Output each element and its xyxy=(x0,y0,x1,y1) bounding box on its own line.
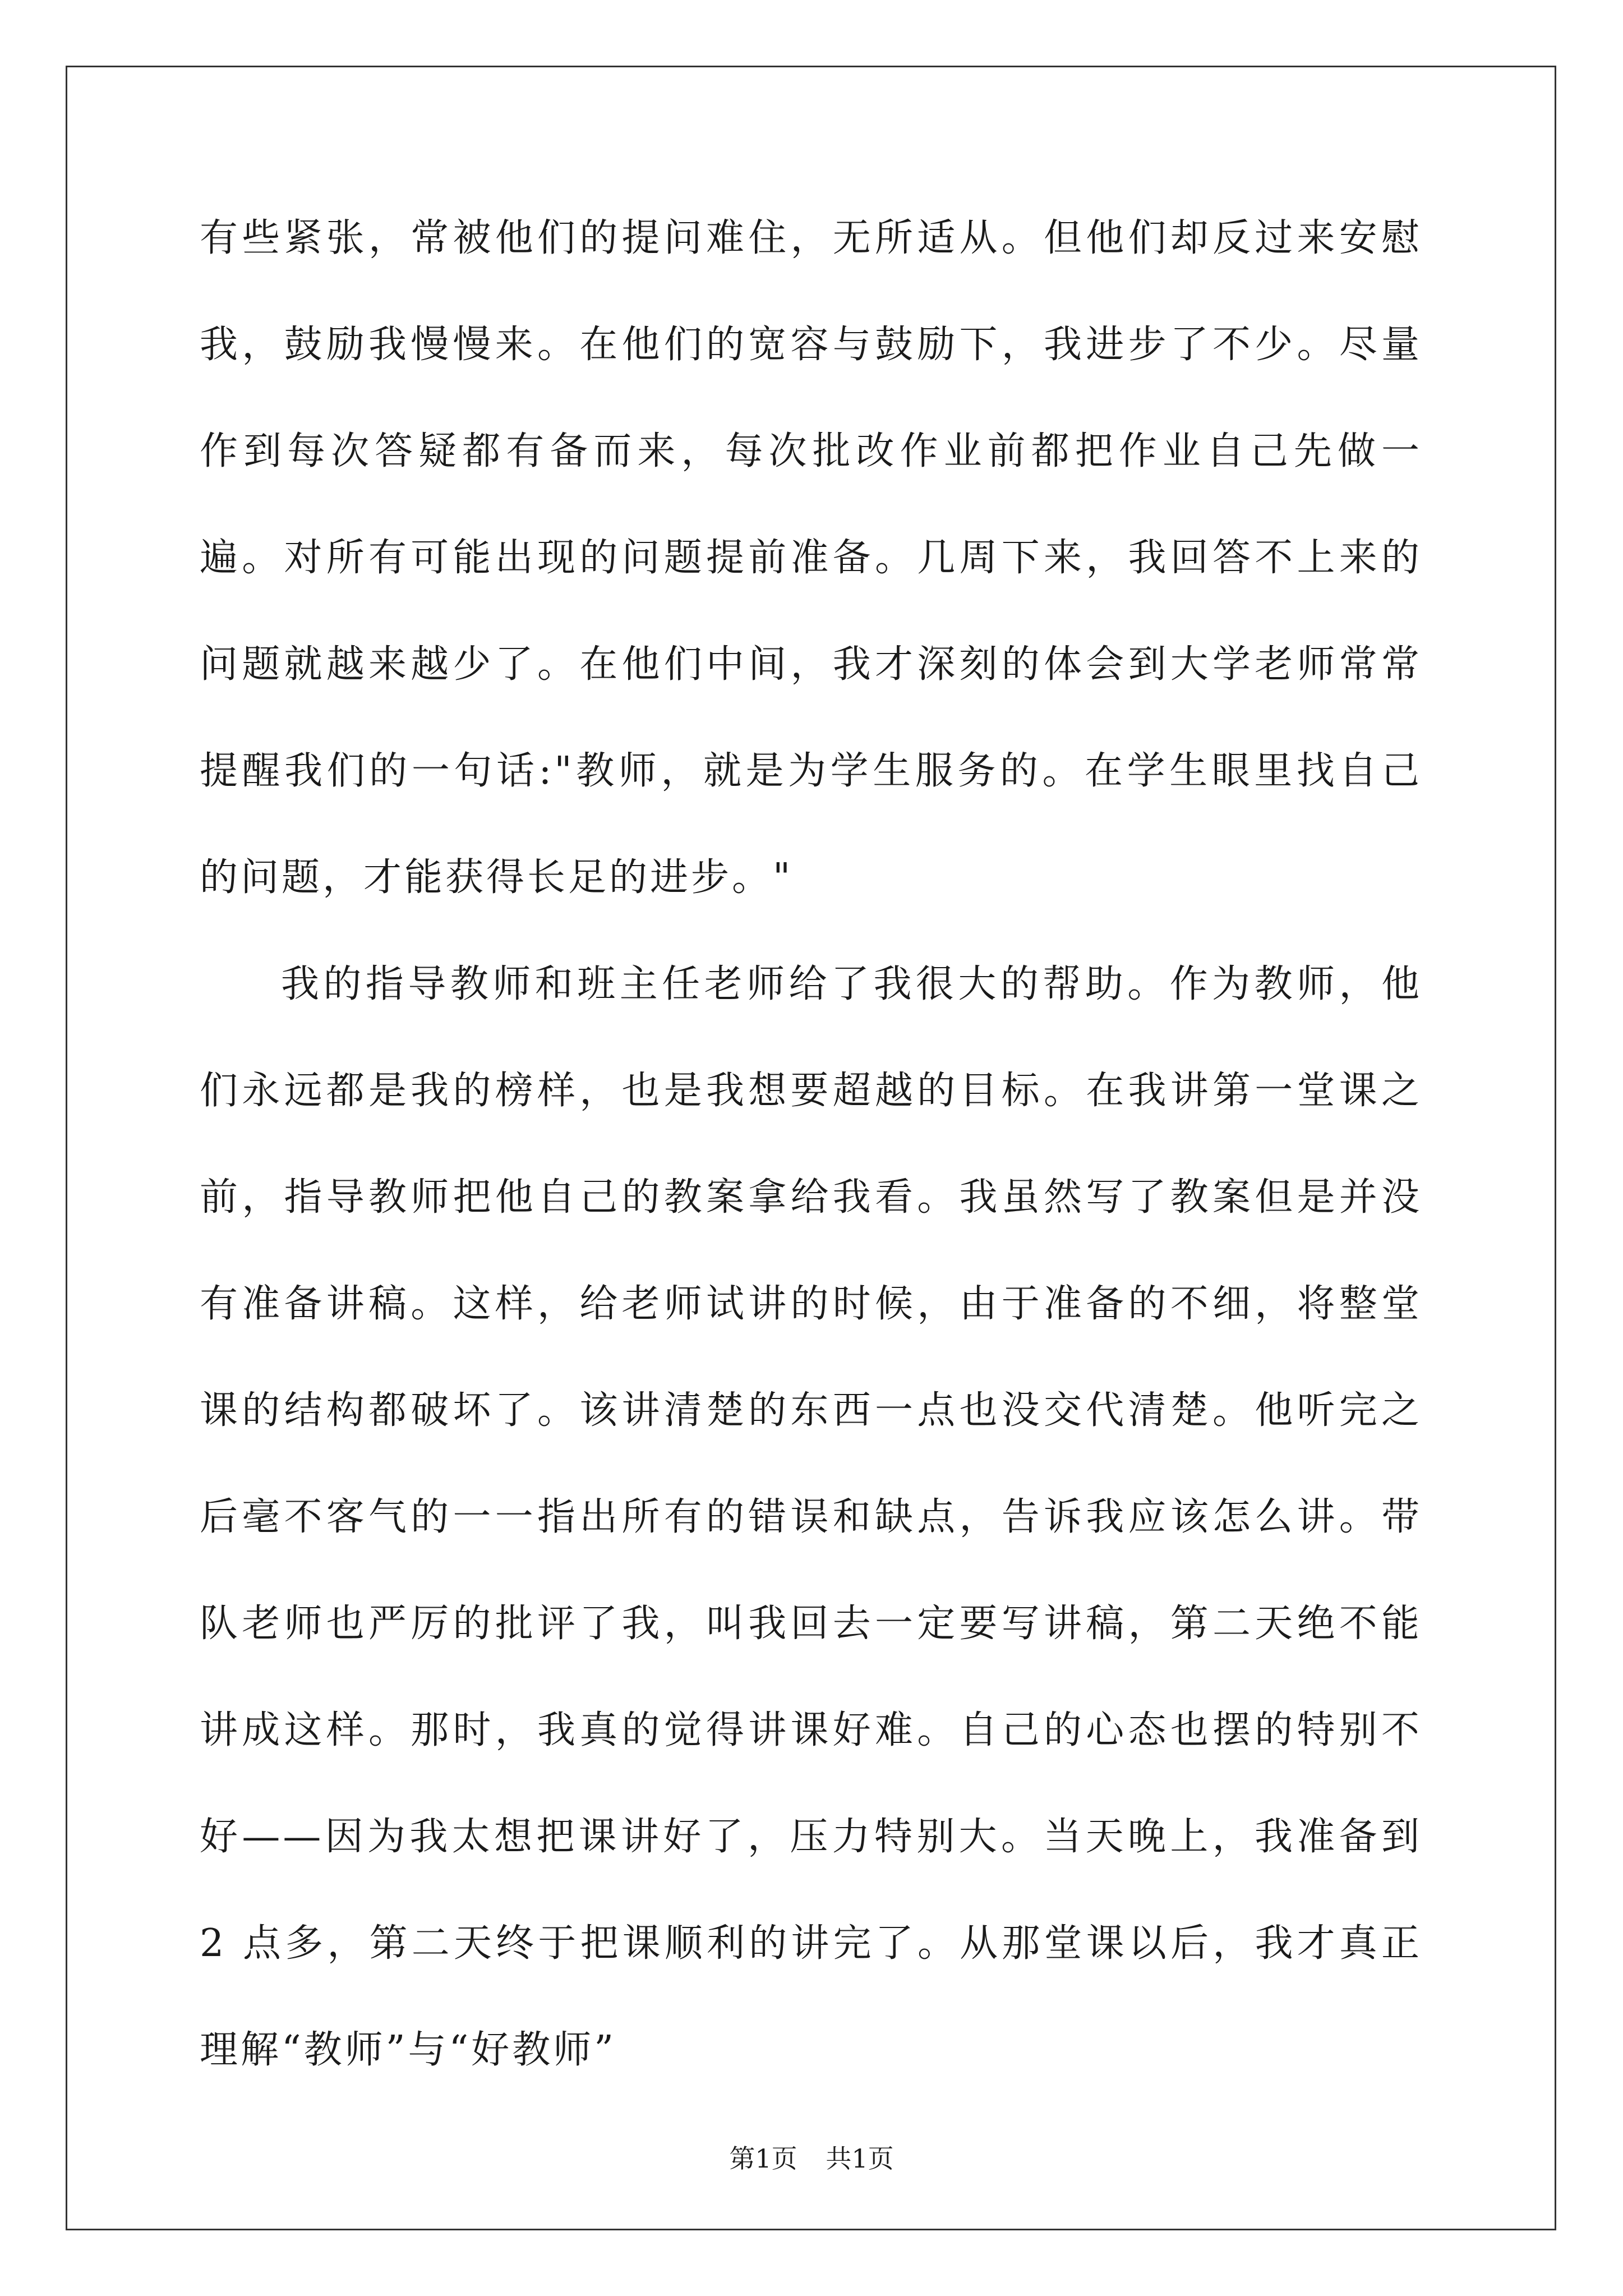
page-footer xyxy=(0,2142,1623,2175)
page-count: 共1页 xyxy=(826,2143,894,2174)
page-number: 第1页 xyxy=(729,2143,797,2174)
document-body xyxy=(200,185,1422,2104)
paragraph-1: 有些紧张，常被他们的提问难住，无所适从。但他们却反过来安慰我，鼓励我慢慢来。在他们的宽容与鼓励下，我进步了不少。尽量作到每次答疑都有备而来，每次批改作业前都把作业自己先做一遍。对所有可能出现的问题提前准备。几周下来，我回答不上来的问题就越来越少了。在他们中间，我才深刻的体会到大学老师常常提醒我们的一句话:"教师，就是为学生服务的。在学生眼里找自己的问题，才能获得长足的进步。" xyxy=(200,216,1422,900)
paragraph-2: 我的指导教师和班主任老师给了我很大的帮助。作为教师，他们永远都是我的榜样，也是我想要超越的目标。在我讲第一堂课之前，指导教师把他自己的教案拿给我看。我虽然写了教案但是并没有准备讲稿。这样，给老师试讲的时候，由于准备的不细，将整堂课的结构都破坏了。该讲清楚的东西一点也没交代清楚。他听完之后毫不客气的一一指出所有的错误和缺点，告诉我应该怎么讲。带队老师也严厉的批评了我，叫我回去一定要写讲稿，第二天绝不能讲成这样。那时，我真的觉得讲课好难。自己的心态也摆的特别不好——因为我太想把课讲好了，压力特别大。当天晚上，我准备到 2 点多，第二天终于把课顺利的讲完了。从那堂课以后，我才真正理解“教师”与“好教师” xyxy=(200,962,1422,2072)
